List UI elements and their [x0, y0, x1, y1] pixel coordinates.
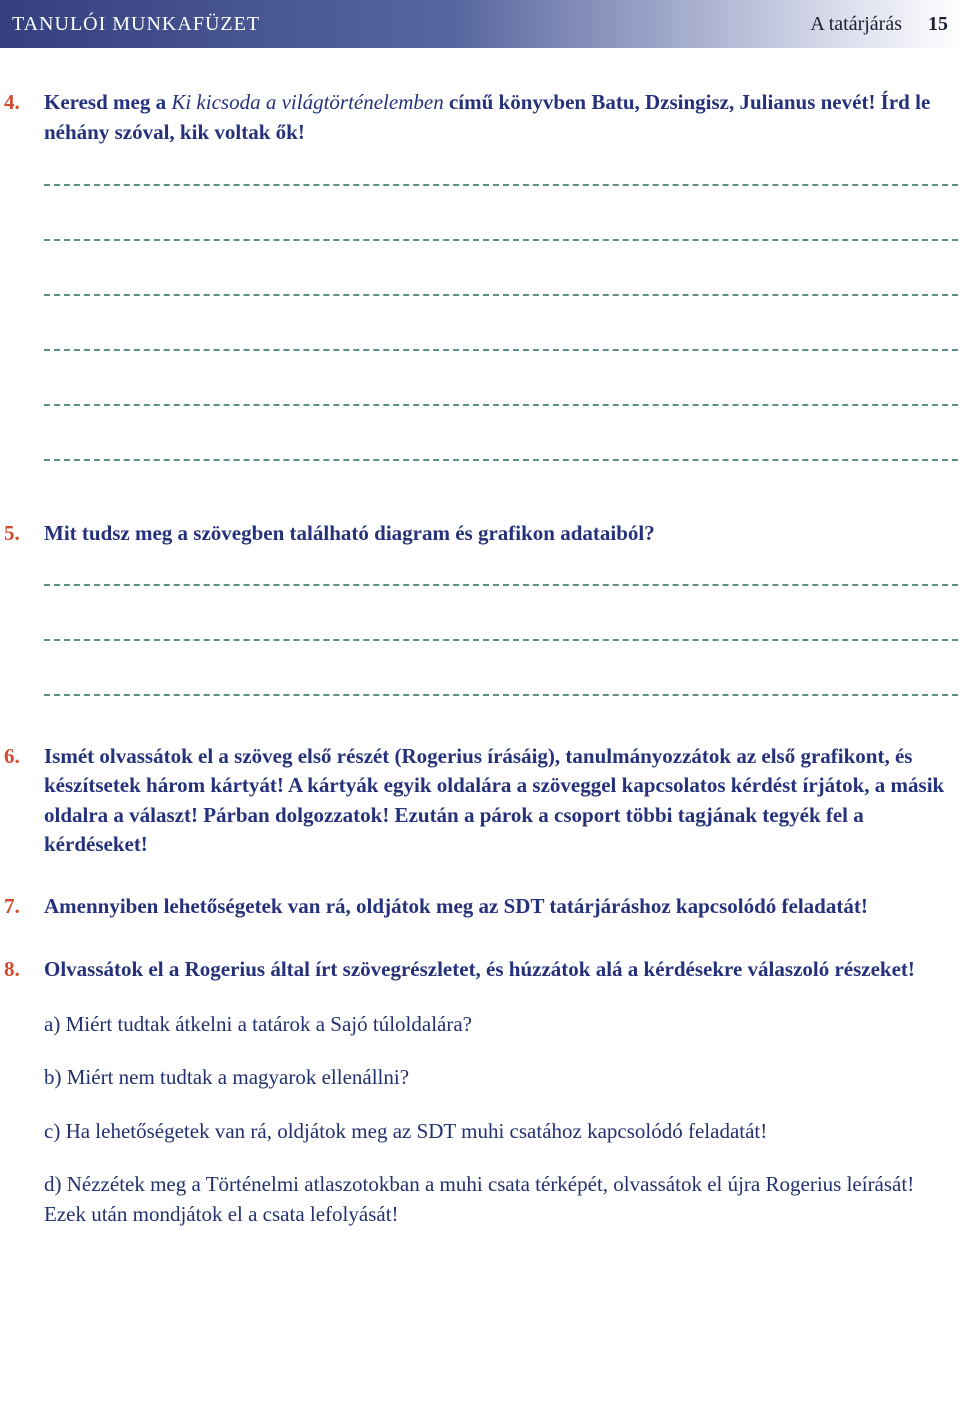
task-6 [0, 742, 960, 860]
answer-line [44, 694, 958, 697]
page-number: 15 [928, 12, 948, 35]
task-8-subitems [44, 1010, 958, 1230]
task-8-subitem-b: b) Miért nem tudtak a magyarok ellenállni? [44, 1065, 410, 1089]
task-5-answer-lines [44, 584, 958, 697]
answer-line [44, 349, 958, 352]
task-7-text: Amennyiben lehetőségetek van rá, oldjátok meg az SDT tatárjáráshoz kapcsolódó feladatát! [44, 893, 868, 918]
task-8-number: 8. [4, 957, 20, 981]
task-8-subitem-a: a) Miért tudtak átkelni a tatárok a Sajó túloldalára? [44, 1011, 472, 1036]
task-6-text: Ismét olvassátok el a szöveg első részét (Rogerius írásáig), tanulmányozzátok az első grafikont, és készítsetek három kártyát! A kártyák egyik oldalára a szöveggel kapcsolatos kérdést írjátok, a másik oldalra a választ! Párban dolgozzatok! Ezután a párok a csoport többi tagjának tegyék fel a kérdéseket! [44, 743, 945, 856]
task-4 [0, 88, 960, 147]
answer-line [44, 239, 958, 242]
answer-line [44, 184, 958, 187]
task-8 [0, 955, 960, 985]
task-7-number: 7. [4, 893, 20, 918]
task-5-number: 5. [4, 521, 20, 545]
task-5-text: Mit tudsz meg a szövegben található diagram és grafikon adataiból? [44, 521, 655, 545]
header-right-group [810, 13, 948, 36]
task-8-subitem-c: c) Ha lehetőségetek van rá, oldjátok meg az SDT muhi csatához kapcsolódó feladatát! [44, 1118, 768, 1143]
task-4-number: 4. [4, 90, 20, 114]
answer-line [44, 639, 958, 642]
task-4-text-before: Keresd meg a [44, 90, 172, 114]
task-4-book-title: Ki kicsoda a világtörténelemben [171, 90, 444, 114]
answer-line [44, 404, 958, 407]
workbook-title: TANULÓI MUNKAFÜZET [12, 12, 261, 35]
chapter-title: A tatárjárás [810, 12, 902, 35]
task-4-answer-lines [44, 184, 958, 462]
task-4-text-after: című könyvben Batu, Dzsingisz, Julianus nevét! Írd le néhány szóval, kik voltak ők! [44, 90, 931, 144]
task-7 [0, 892, 960, 922]
task-5 [0, 519, 960, 549]
task-8-text: Olvassátok el a Rogerius által írt szövegrészletet, és húzzátok alá a kérdésekre válaszoló részeket! [44, 957, 915, 981]
page-header [0, 0, 960, 48]
worksheet-content [0, 88, 960, 1229]
answer-line [44, 459, 958, 462]
task-8-subitem-d: d) Nézzétek meg a Történelmi atlaszotokban a muhi csata térképét, olvassátok el újra Rogerius leírását! Ezek után mondjátok el a csata lefolyását! [44, 1172, 915, 1226]
answer-line [44, 294, 958, 297]
answer-line [44, 584, 958, 587]
task-6-number: 6. [4, 743, 20, 768]
